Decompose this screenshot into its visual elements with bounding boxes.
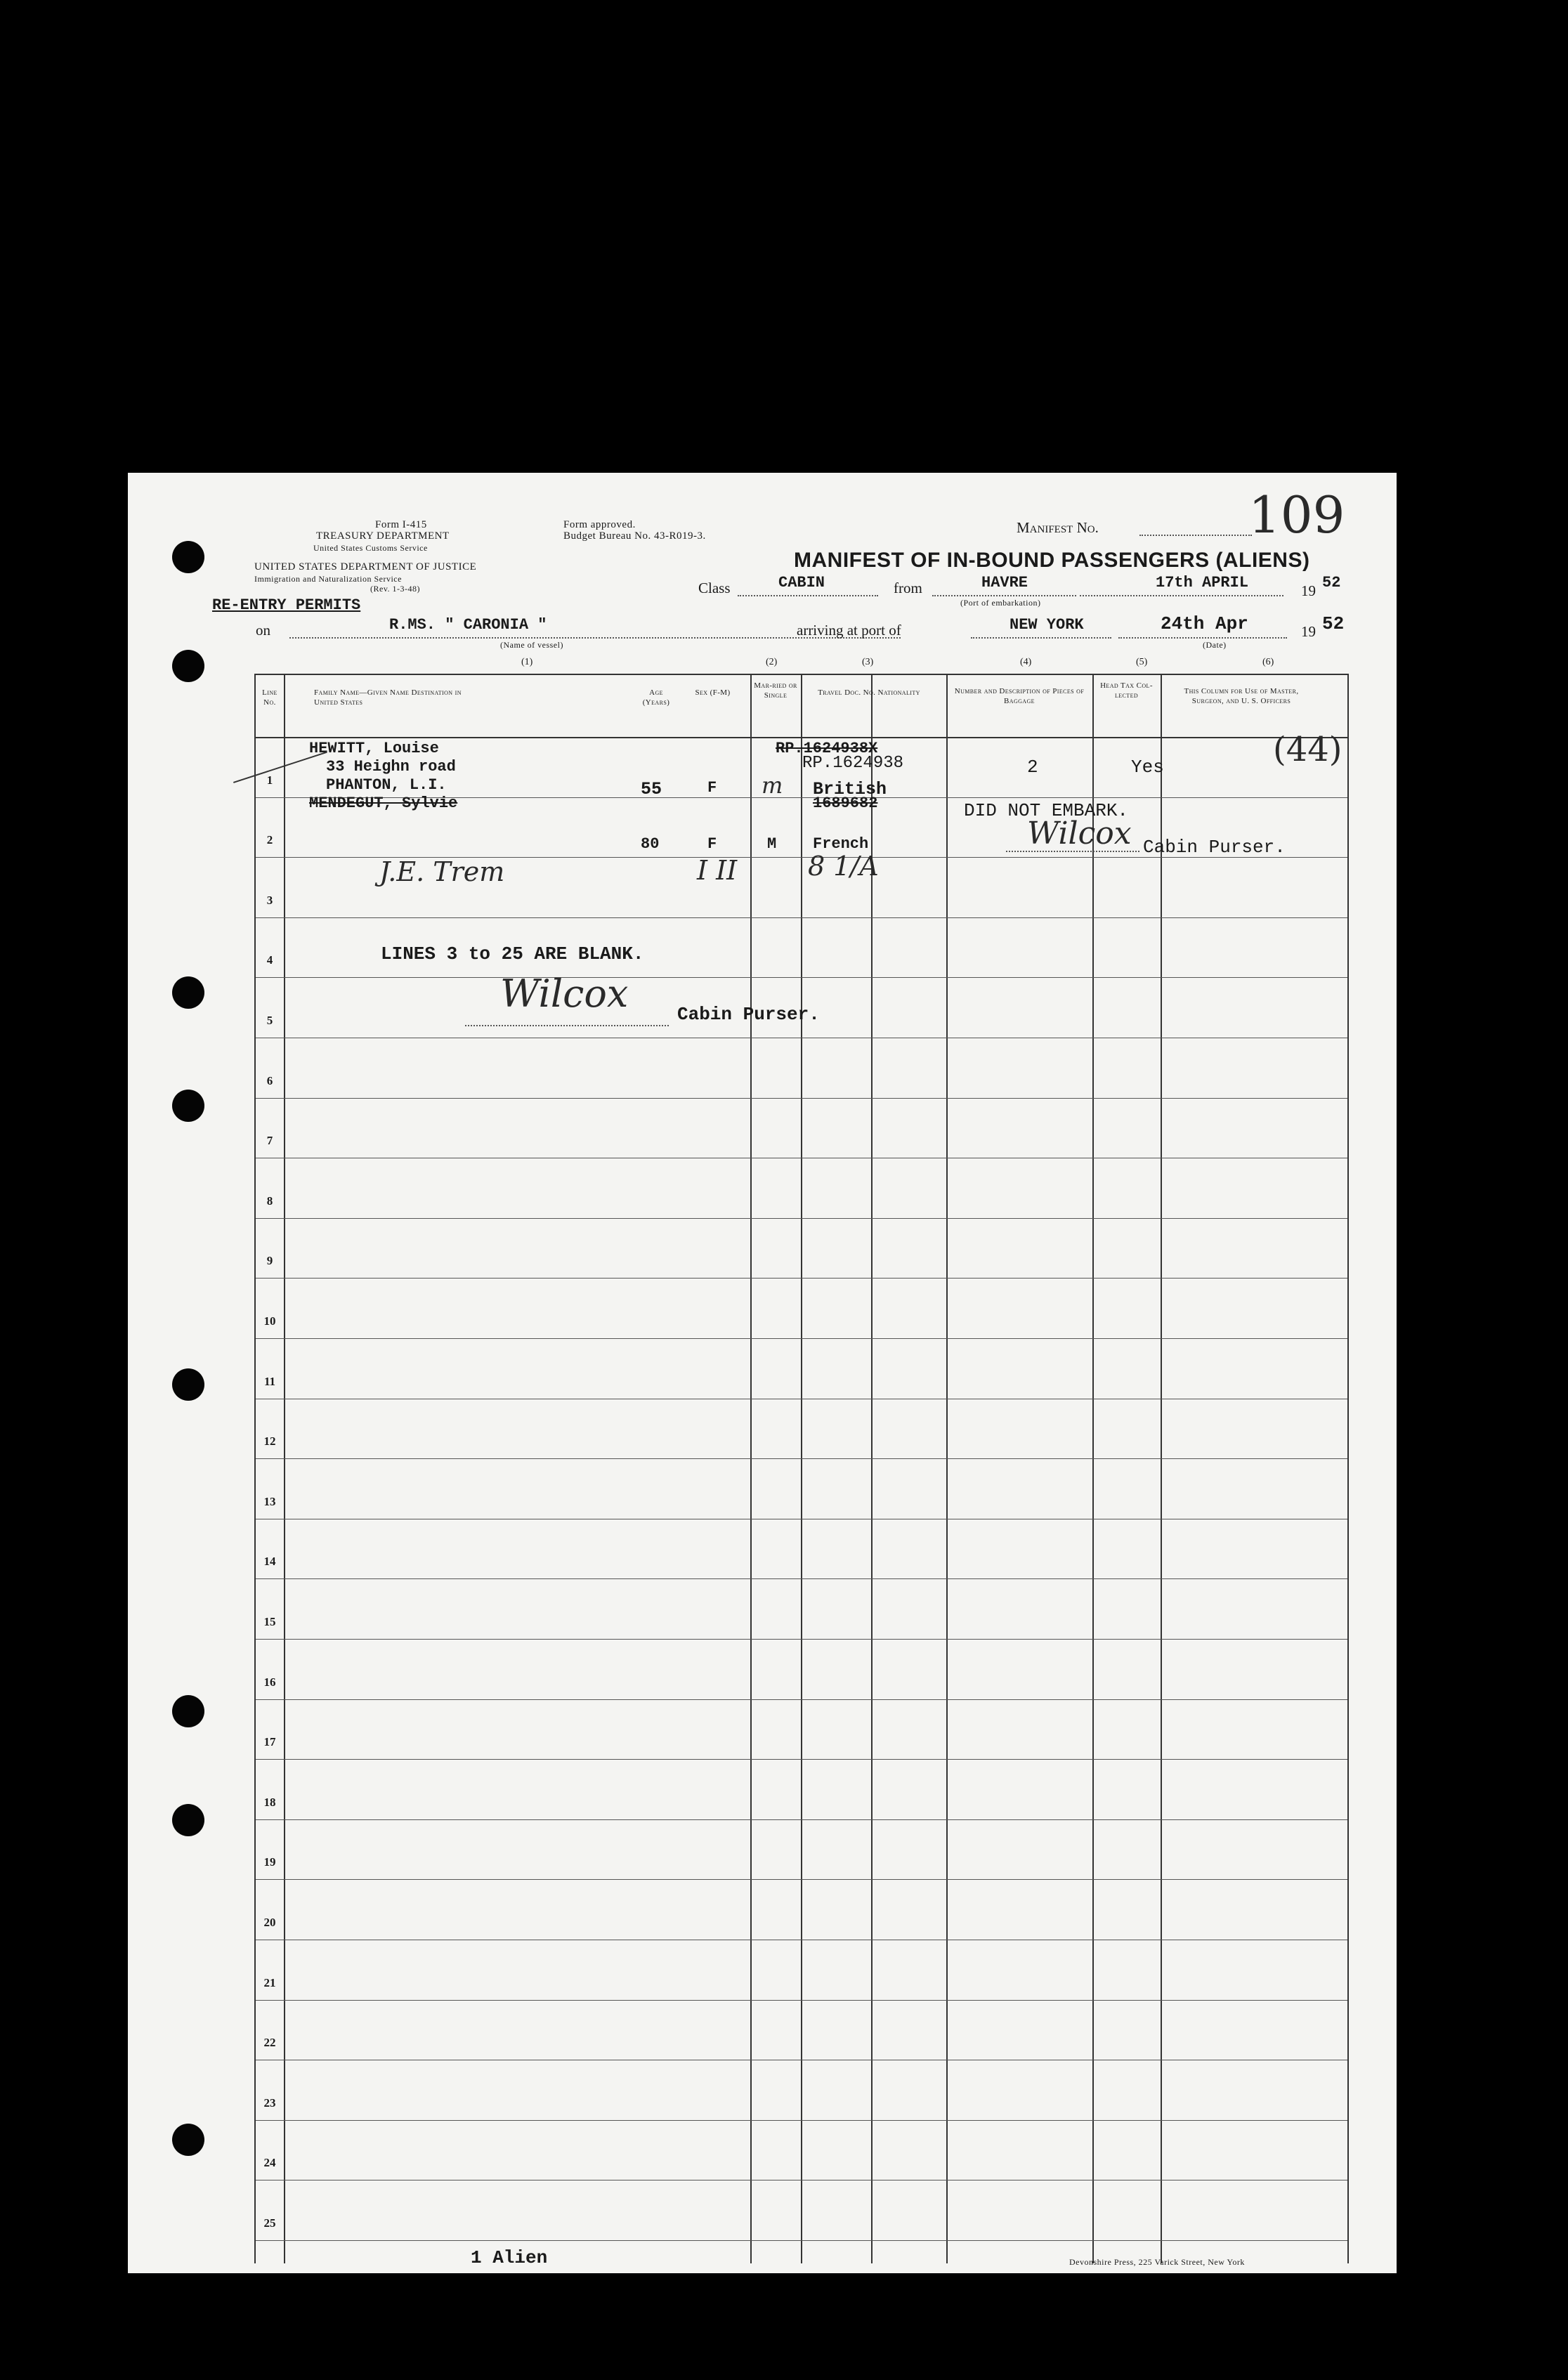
vessel-caption: (Name of vessel) [500, 640, 563, 650]
row-rule [256, 2240, 1347, 2241]
port-embarkation-caption: (Port of embarkation) [960, 598, 1041, 608]
row-rule [256, 1278, 1347, 1279]
row-number: 14 [263, 1555, 276, 1568]
row-number: 20 [263, 1916, 276, 1929]
col-header-name: Family Name—Given Name Destination in United States [314, 688, 462, 707]
entry2-purser-signature: Wilcox [1027, 816, 1132, 851]
entry2-nationality: French [813, 835, 869, 853]
row-number: 1 [266, 773, 273, 787]
row-rule [256, 977, 1347, 978]
class-label: Class [698, 580, 731, 596]
column-number: (2) [766, 657, 778, 667]
entry1-travel-doc: RP.1624938 [802, 754, 904, 773]
entry1-age: 55 [641, 779, 662, 799]
entry2-did-not-embark: DID NOT EMBARK. [964, 800, 1129, 821]
entry1-officer-note: (44) [1273, 730, 1342, 769]
vessel-name: R.MS. " CARONIA " [389, 616, 547, 634]
row-rule [256, 1819, 1347, 1820]
col-header-officers: This Column for Use of Master, Surgeon, and U. S. Officers [1184, 687, 1299, 705]
entry1-head-tax: Yes [1131, 757, 1164, 778]
row-number: 13 [263, 1495, 276, 1508]
punch-hole [172, 1368, 204, 1401]
class-value: CABIN [778, 574, 825, 591]
row-rule [256, 1098, 1347, 1099]
row-number: 9 [266, 1254, 273, 1267]
arrival-date: 24th Apr [1161, 613, 1248, 634]
from-label: from [894, 580, 922, 596]
entry1-baggage: 2 [1027, 757, 1038, 778]
row-number: 4 [266, 953, 273, 967]
reentry-permits: RE-ENTRY PERMITS [212, 596, 361, 614]
row-rule [256, 1699, 1347, 1700]
col-header-baggage: Number and Description of Pieces of Baggage [954, 687, 1085, 705]
row-number: 2 [266, 833, 273, 846]
row-number: 25 [263, 2216, 276, 2230]
row2-handwriting-name: J.E. Trem [379, 856, 505, 887]
col-header-travel-doc: Travel Doc. No. Nationality [818, 688, 920, 697]
row-number: 10 [263, 1314, 276, 1328]
row-rule [256, 1639, 1347, 1640]
year-prefix: 19 [1301, 582, 1316, 599]
entry1-doc-struck: RP.1624938X [776, 740, 878, 757]
justice-department: UNITED STATES DEPARTMENT OF JUSTICE [254, 561, 477, 573]
row-number: 8 [266, 1194, 273, 1208]
blank-lines-note: LINES 3 to 25 ARE BLANK. [381, 943, 644, 965]
manifest-sheet [128, 473, 1397, 2273]
row-rule [256, 1338, 1347, 1339]
blank-purser-label: Cabin Purser. [677, 1004, 820, 1025]
row2-handwriting-class: I II [697, 855, 738, 886]
blank-purser-signature: Wilcox [500, 972, 629, 1016]
row-number: 21 [263, 1976, 276, 1989]
row-number: 7 [266, 1134, 273, 1147]
row-number: 19 [263, 1855, 276, 1869]
entry1-nationality: British [813, 779, 887, 799]
port-embarkation: HAVRE [981, 574, 1028, 591]
manifest-title: MANIFEST OF IN-BOUND PASSENGERS (ALIENS) [794, 549, 1310, 572]
row-rule [256, 917, 1347, 918]
manifest-no-value: 109 [1248, 485, 1345, 544]
entry2-doc-struck: 1689682 [813, 795, 878, 812]
entry1-name: HEWITT, Louise [309, 740, 439, 757]
row-number: 16 [263, 1675, 276, 1689]
punch-hole [172, 541, 204, 573]
row-rule [256, 2120, 1347, 2121]
budget-bureau: Budget Bureau No. 43-R019-3. [563, 530, 706, 542]
entry2-age: 80 [641, 835, 660, 853]
col-header-line: Line No. [262, 688, 277, 707]
punch-hole [172, 2124, 204, 2156]
row-number: 17 [263, 1735, 276, 1748]
immigration-service: Immigration and Naturalization Service [254, 574, 402, 584]
departure-year: 52 [1322, 574, 1341, 591]
port-arrival: NEW YORK [1010, 616, 1084, 634]
row-number: 3 [266, 894, 273, 907]
row-rule [256, 1759, 1347, 1760]
alien-total: 1 Alien [471, 2247, 548, 2268]
arriving-label: arriving at port of [797, 622, 901, 639]
entry2-sex: F [707, 835, 717, 853]
col-header-married: Mar-ried or Single [754, 681, 797, 700]
column-number: (1) [521, 657, 533, 667]
row-number: 22 [263, 2036, 276, 2049]
row-rule [256, 1458, 1347, 1459]
entry1-sex: F [707, 779, 717, 797]
entry1-marital: m [762, 772, 783, 799]
col-header-sex: Sex (F-M) [695, 688, 731, 697]
arrival-year-prefix: 19 [1301, 623, 1316, 640]
column-number: (5) [1136, 657, 1148, 667]
row-number: 15 [263, 1615, 276, 1628]
punch-hole [172, 1090, 204, 1122]
punch-hole [172, 1804, 204, 1836]
row-rule [256, 2000, 1347, 2001]
col-header-age: Age (Years) [642, 688, 670, 707]
row-number: 6 [266, 1074, 273, 1087]
row-number: 11 [263, 1375, 276, 1388]
punch-hole [172, 650, 204, 682]
treasury-department: TREASURY DEPARTMENT [316, 530, 450, 542]
row-number: 24 [263, 2156, 276, 2169]
on-label: on [256, 622, 270, 639]
row-number: 18 [263, 1796, 276, 1809]
entry2-purser-label: Cabin Purser. [1143, 837, 1286, 858]
entry1-address-city: PHANTON, L.I. [326, 776, 447, 794]
entry2-marital: M [767, 835, 777, 853]
row-number: 5 [266, 1014, 273, 1027]
column-number: (3) [862, 657, 874, 667]
date-caption: (Date) [1203, 640, 1227, 650]
punch-hole [172, 1695, 204, 1727]
entry1-address-street: 33 Heighn road [326, 758, 456, 776]
punch-hole [172, 976, 204, 1009]
col-header-head-tax: Head Tax Col-lected [1100, 681, 1153, 700]
entry2-name-struck: MENDEGUT, Sylvie [309, 795, 458, 812]
row-rule [256, 1218, 1347, 1219]
column-number: (6) [1262, 657, 1274, 667]
manifest-no-label: Manifest No. [1017, 519, 1099, 536]
printer-imprint: Devonshire Press, 225 Varick Street, New York [1069, 2257, 1245, 2267]
row-number: 12 [263, 1434, 276, 1448]
form-revision: (Rev. 1-3-48) [370, 584, 421, 594]
row-rule [256, 1578, 1347, 1579]
customs-service: United States Customs Service [313, 543, 428, 553]
departure-date: 17th APRIL [1156, 574, 1249, 591]
form-approved: Form approved. [563, 519, 636, 530]
arrival-year: 52 [1322, 613, 1345, 634]
row-number: 23 [263, 2096, 276, 2110]
row-rule [256, 1879, 1347, 1880]
form-number: Form I-415 [375, 519, 427, 530]
row2-handwriting-code: 8 1/A [808, 851, 879, 882]
column-number: (4) [1020, 657, 1032, 667]
